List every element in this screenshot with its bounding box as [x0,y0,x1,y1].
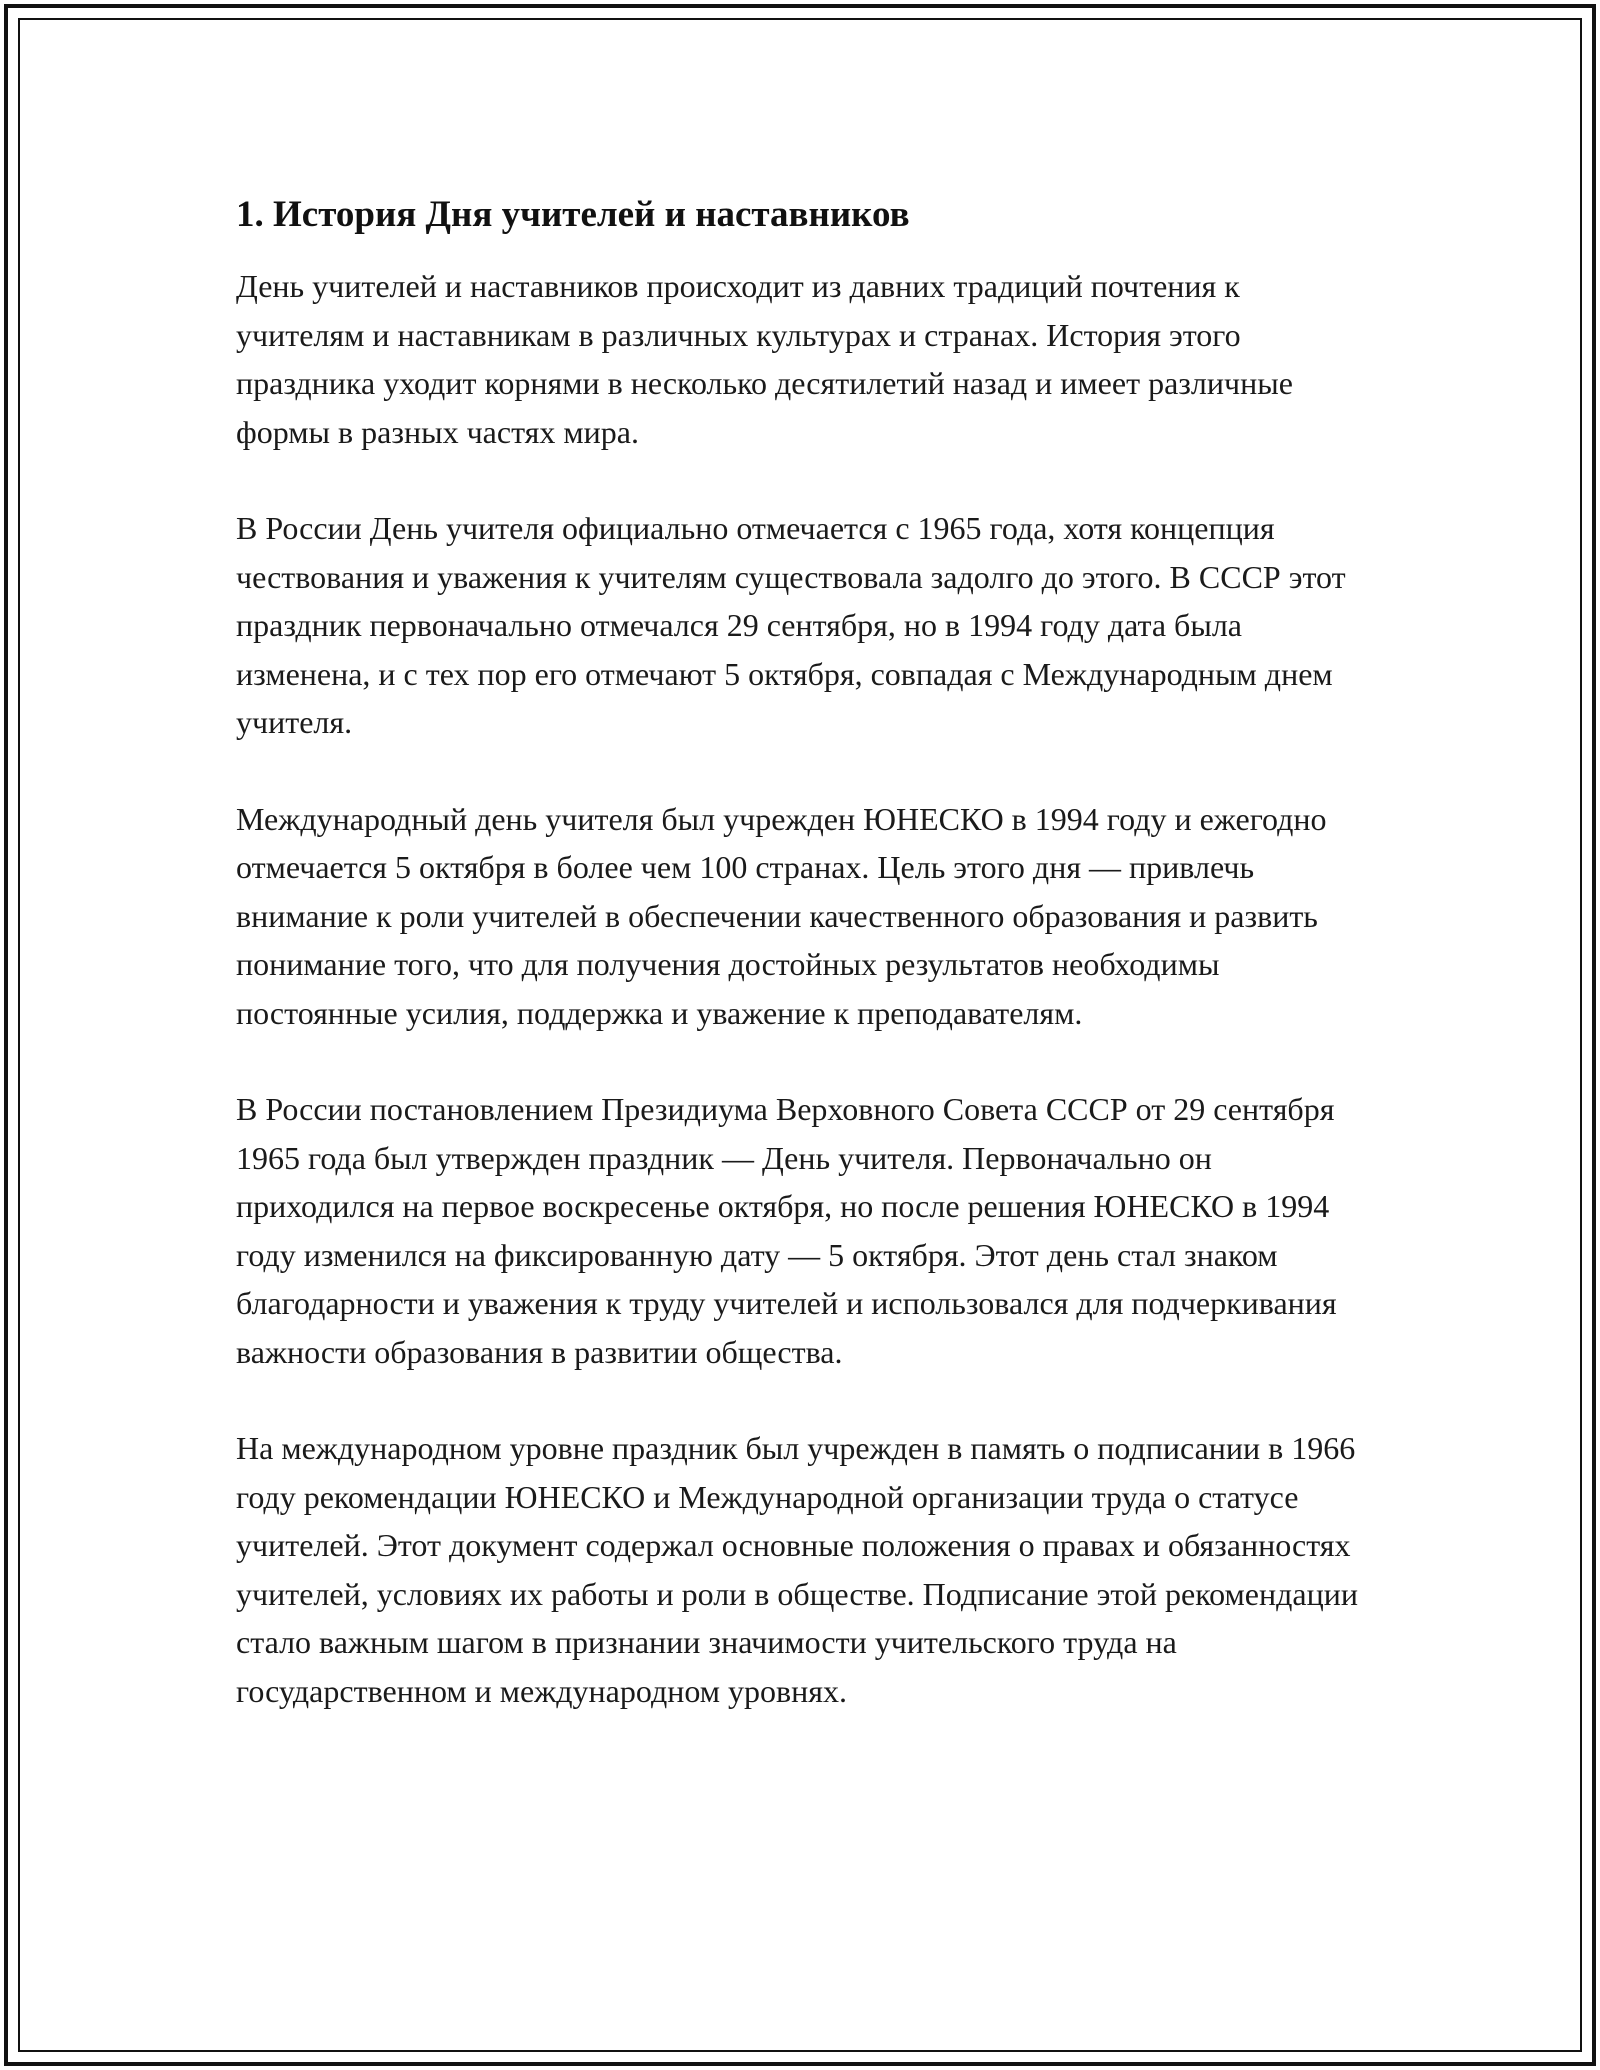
paragraph-presidium-decree: В России постановлением Президиума Верховного Совета СССР от 29 сентября 1965 года был утвержден праздник — День учителя. Первоначально он приходился на первое воскресенье октября, но после решения ЮНЕСКО в 1994 году изменился на фиксированную дату — 5 октября. Этот день стал знаком благодарности и уважения к труду учителей и использовался для подчеркивания важности образования в развитии общества. [236,1091,1337,1370]
paragraph-unesco-recommendation: На международном уровне праздник был учрежден в память о подписании в 1966 году рекомендации ЮНЕСКО и Международной организации труда о статусе учителей. Этот документ содержал основные положения о правах и обязанностях учителей, условиях их работы и роли в обществе. Подписание этой рекомендации стало важным шагом в признании значимости учительского труда на государственном и международном уровнях. [236,1430,1358,1709]
paragraph-international-day: Международный день учителя был учрежден ЮНЕСКО в 1994 году и ежегодно отмечается 5 октября в более чем 100 странах. Цель этого дня — привлечь внимание к роли учителей в обеспечении качественного образования и развить понимание того, что для получения достойных результатов необходимы постоянные усилия, поддержка и уважение к преподавателям. [236,800,1327,1031]
document-page [236,190,1376,1763]
paragraph-history-intro: День учителей и наставников происходит из давних традиций почтения к учителям и наставникам в различных культурах и странах. История этого праздника уходит корнями в несколько десятилетий назад и имеет различные формы в разных частях мира. [236,268,1293,450]
paragraph-russia-dates: В России День учителя официально отмечается с 1965 года, хотя концепция чествования и уважения к учителям существовала задолго до этого. В СССР этот праздник первоначально отмечался 29 сентября, но в 1994 году дата была изменена, и с тех пор его отмечают 5 октября, совпадая с Международным днем учителя. [236,510,1346,740]
section-heading: 1. История Дня учителей и наставников [236,194,910,235]
